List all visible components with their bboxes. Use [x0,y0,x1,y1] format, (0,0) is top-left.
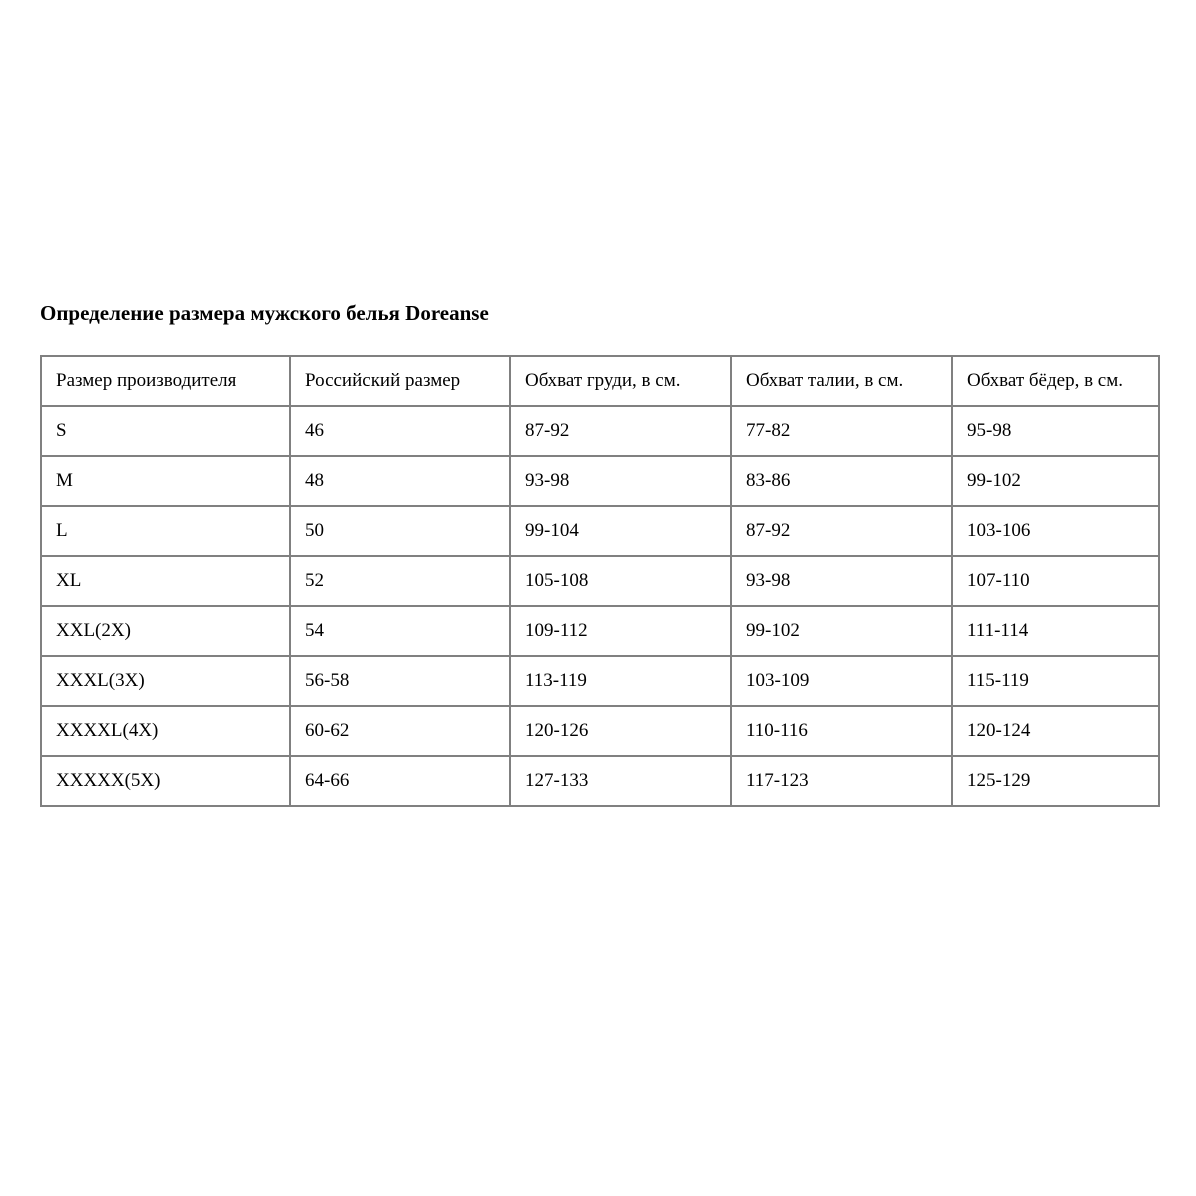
cell-size: XXL(2X) [41,606,290,656]
page-title: Определение размера мужского белья Doreanse [40,301,489,325]
cell-russian-size: 46 [290,406,510,456]
cell-russian-size: 48 [290,456,510,506]
cell-russian-size: 54 [290,606,510,656]
cell-russian-size: 52 [290,556,510,606]
table-row [41,756,1159,806]
table-row [41,606,1159,656]
cell-hips: 107-110 [952,556,1159,606]
size-table-header [41,356,1159,406]
cell-chest: 109-112 [510,606,731,656]
cell-hips: 99-102 [952,456,1159,506]
cell-hips: 95-98 [952,406,1159,456]
size-table-body [41,406,1159,806]
cell-russian-size: 60-62 [290,706,510,756]
cell-size: M [41,456,290,506]
column-header-manufacturer-size: Размер производителя [41,356,290,406]
cell-waist: 103-109 [731,656,952,706]
cell-waist: 117-123 [731,756,952,806]
cell-chest: 127-133 [510,756,731,806]
cell-waist: 110-116 [731,706,952,756]
cell-chest: 87-92 [510,406,731,456]
header-row [41,356,1159,406]
cell-russian-size: 64-66 [290,756,510,806]
cell-hips: 115-119 [952,656,1159,706]
cell-waist: 93-98 [731,556,952,606]
table-row [41,656,1159,706]
cell-hips: 125-129 [952,756,1159,806]
cell-russian-size: 50 [290,506,510,556]
table-row [41,456,1159,506]
size-table [40,355,1160,807]
table-row [41,556,1159,606]
cell-hips: 103-106 [952,506,1159,556]
cell-chest: 113-119 [510,656,731,706]
column-header-waist: Обхват талии, в см. [731,356,952,406]
cell-hips: 111-114 [952,606,1159,656]
cell-chest: 105-108 [510,556,731,606]
cell-waist: 77-82 [731,406,952,456]
cell-size: XL [41,556,290,606]
cell-size: XXXL(3X) [41,656,290,706]
table-row [41,506,1159,556]
column-header-russian-size: Российский размер [290,356,510,406]
table-row [41,406,1159,456]
cell-size: S [41,406,290,456]
cell-size: XXXXL(4X) [41,706,290,756]
cell-chest: 99-104 [510,506,731,556]
cell-size: XXXXX(5X) [41,756,290,806]
cell-waist: 99-102 [731,606,952,656]
cell-russian-size: 56-58 [290,656,510,706]
cell-chest: 120-126 [510,706,731,756]
cell-size: L [41,506,290,556]
table-row [41,706,1159,756]
cell-waist: 87-92 [731,506,952,556]
cell-waist: 83-86 [731,456,952,506]
cell-hips: 120-124 [952,706,1159,756]
column-header-chest: Обхват груди, в см. [510,356,731,406]
cell-chest: 93-98 [510,456,731,506]
column-header-hips: Обхват бёдер, в см. [952,356,1159,406]
